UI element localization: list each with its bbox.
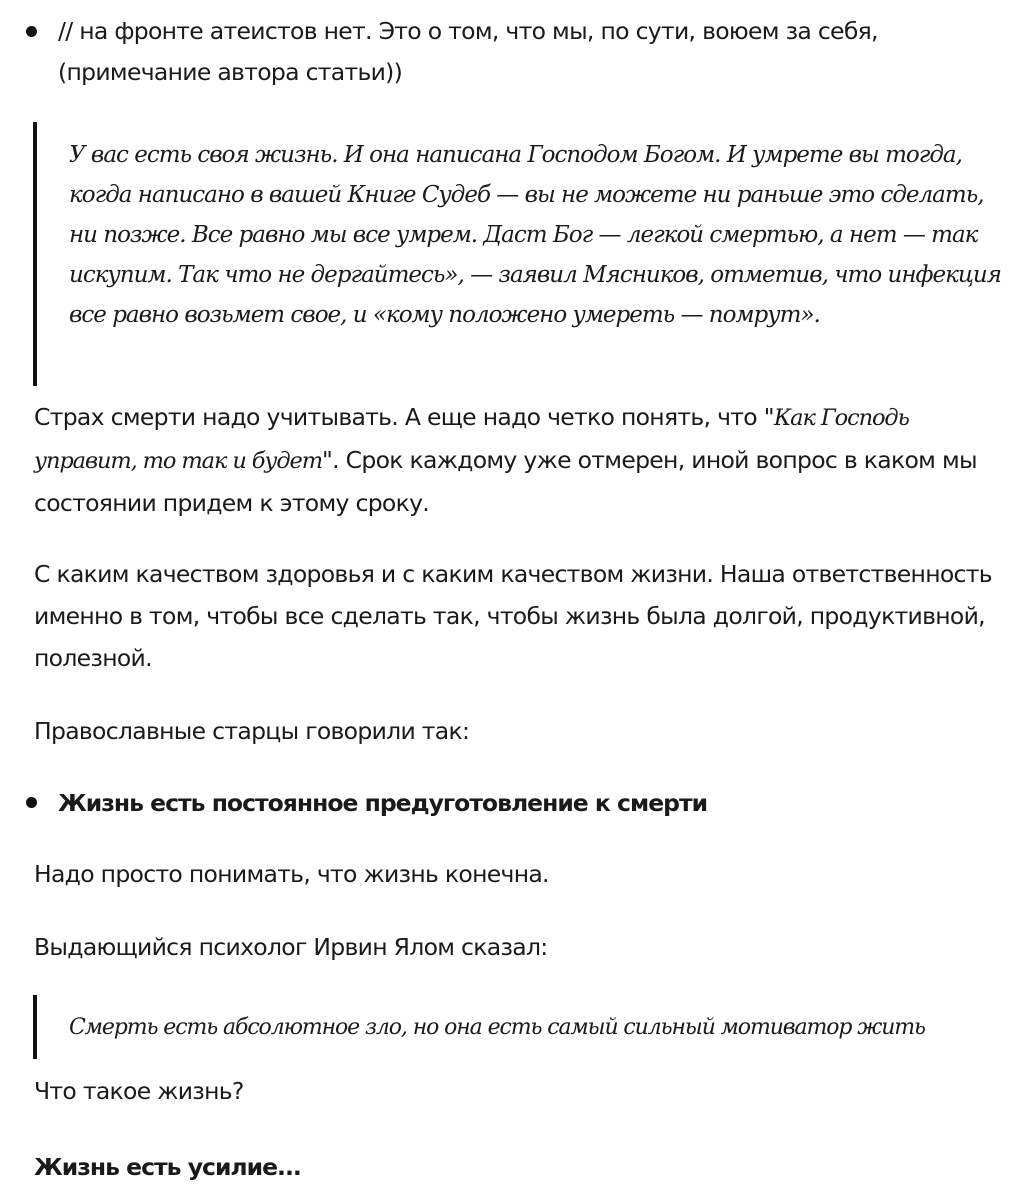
paragraph (34, 926, 1009, 968)
blockquote (33, 122, 1002, 386)
bullet-text-bold: Жизнь есть постоянное предуготовление к смерти (58, 789, 708, 817)
paragraph-text-end: ". Срок каждому уже отмерен, иной вопрос в каком мы состоянии придем к этому сроку. (34, 446, 977, 517)
paragraph (34, 710, 1009, 752)
bullet-list-item (58, 782, 1008, 824)
paragraph-text-start: Страх смерти надо учитывать. А еще надо четко понять, что " (34, 403, 774, 431)
paragraph-text: Что такое жизнь? (34, 1077, 244, 1105)
paragraph-text: Православные старцы говорили так: (34, 717, 470, 745)
paragraph (34, 1070, 1009, 1112)
paragraph-text: Надо просто понимать, что жизнь конечна. (34, 860, 549, 888)
paragraph-text: Выдающийся психолог Ирвин Ялом сказал: (34, 933, 548, 961)
paragraph (34, 396, 1009, 524)
blockquote (33, 995, 1022, 1059)
paragraph-text-bold: Жизнь есть усилие... (34, 1153, 301, 1181)
quote-text: У вас есть своя жизнь. И она написана Господом Богом. И умрете вы тогда, когда написано в вашей Книге Судеб — вы не можете ни раньше это сделать, ни позже. Все равно мы все умрем. Даст Бог — легкой смертью, а нет — так искупим. Так что не дергайтесь», — заявил Мясников, отметив, что инфекция все равно возьмет свое, и «кому положено умереть — помрут». (69, 142, 1001, 328)
emphasis-phrase: Как Господь управит, то так и будет (34, 405, 909, 474)
bullet-list-item (58, 11, 1008, 93)
paragraph (34, 853, 1009, 895)
paragraph-text (34, 396, 1009, 524)
paragraph (34, 553, 1009, 679)
paragraph-text: С каким качеством здоровья и с каким качеством жизни. Наша ответственность именно в том, чтобы все сделать так, чтобы жизнь была долгой, продуктивной, полезной. (34, 560, 992, 672)
bullet-text: // на фронте атеистов нет. Это о том, что мы, по сути, воюем за себя, (примечание автора статьи)) (58, 17, 878, 86)
paragraph (34, 1146, 1009, 1188)
quote-text: Смерть есть абсолютное зло, но она есть самый сильный мотиватор жить (69, 1015, 925, 1040)
